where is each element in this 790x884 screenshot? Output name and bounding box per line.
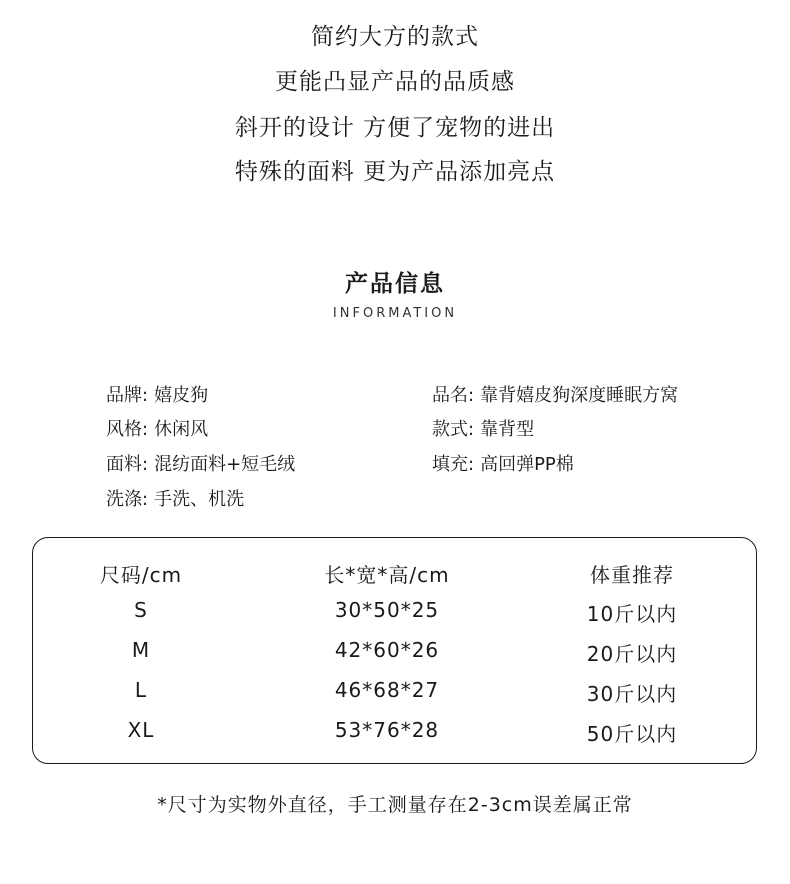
info-name-key: 品名:: [432, 385, 475, 406]
info-wash: [106, 485, 244, 511]
info-name: [432, 381, 678, 407]
size-table-cell: 10斤以内: [586, 602, 678, 626]
size-table-cell: 53*76*28: [334, 718, 440, 742]
info-type-key: 款式:: [432, 419, 475, 440]
info-style-key: 风格:: [106, 419, 149, 440]
size-table-header: 尺码/cm: [99, 563, 183, 587]
size-table-cell: 30*50*25: [334, 598, 440, 622]
size-table-header: 体重推荐: [590, 563, 674, 587]
info-filling-key: 填充:: [432, 454, 475, 475]
size-table-cell: 42*60*26: [334, 638, 440, 662]
info-fabric-value: 混纺面料+短毛绒: [154, 454, 296, 475]
size-table-cell: 30斤以内: [586, 682, 678, 706]
size-table-cell: S: [134, 598, 148, 622]
size-table-cell: 46*68*27: [334, 678, 440, 702]
info-name-value: 靠背嬉皮狗深度睡眠方窝: [480, 385, 679, 406]
size-table-cell: XL: [127, 718, 155, 742]
info-filling-value: 高回弹PP棉: [480, 454, 574, 475]
section-title: 产品信息: [345, 271, 445, 297]
tagline: 特殊的面料 更为产品添加亮点: [234, 159, 556, 185]
info-type-value: 靠背型: [480, 419, 535, 440]
size-table-cell: 50斤以内: [586, 722, 678, 746]
info-filling: [432, 450, 574, 476]
info-style: [106, 415, 208, 441]
tagline: 更能凸显产品的品质感: [275, 69, 515, 95]
tagline: 斜开的设计 方便了宠物的进出: [234, 115, 556, 141]
info-type: [432, 415, 534, 441]
size-table-cell: L: [134, 678, 148, 702]
info-brand-value: 嬉皮狗: [154, 385, 209, 406]
info-brand-key: 品牌:: [106, 385, 149, 406]
info-brand: [106, 381, 208, 407]
tagline: 简约大方的款式: [311, 24, 479, 50]
size-table-header: 长*宽*高/cm: [324, 563, 450, 587]
info-fabric: [106, 450, 295, 476]
info-wash-key: 洗涤:: [106, 489, 149, 510]
info-fabric-key: 面料:: [106, 454, 149, 475]
size-table-cell: 20斤以内: [586, 642, 678, 666]
section-subtitle: INFORMATION: [332, 306, 458, 321]
info-wash-value: 手洗、机洗: [154, 489, 245, 510]
info-style-value: 休闲风: [154, 419, 209, 440]
size-table-cell: M: [131, 638, 151, 662]
size-footnote: *尺寸为实物外直径，手工测量存在2-3cm误差属正常: [157, 794, 633, 816]
